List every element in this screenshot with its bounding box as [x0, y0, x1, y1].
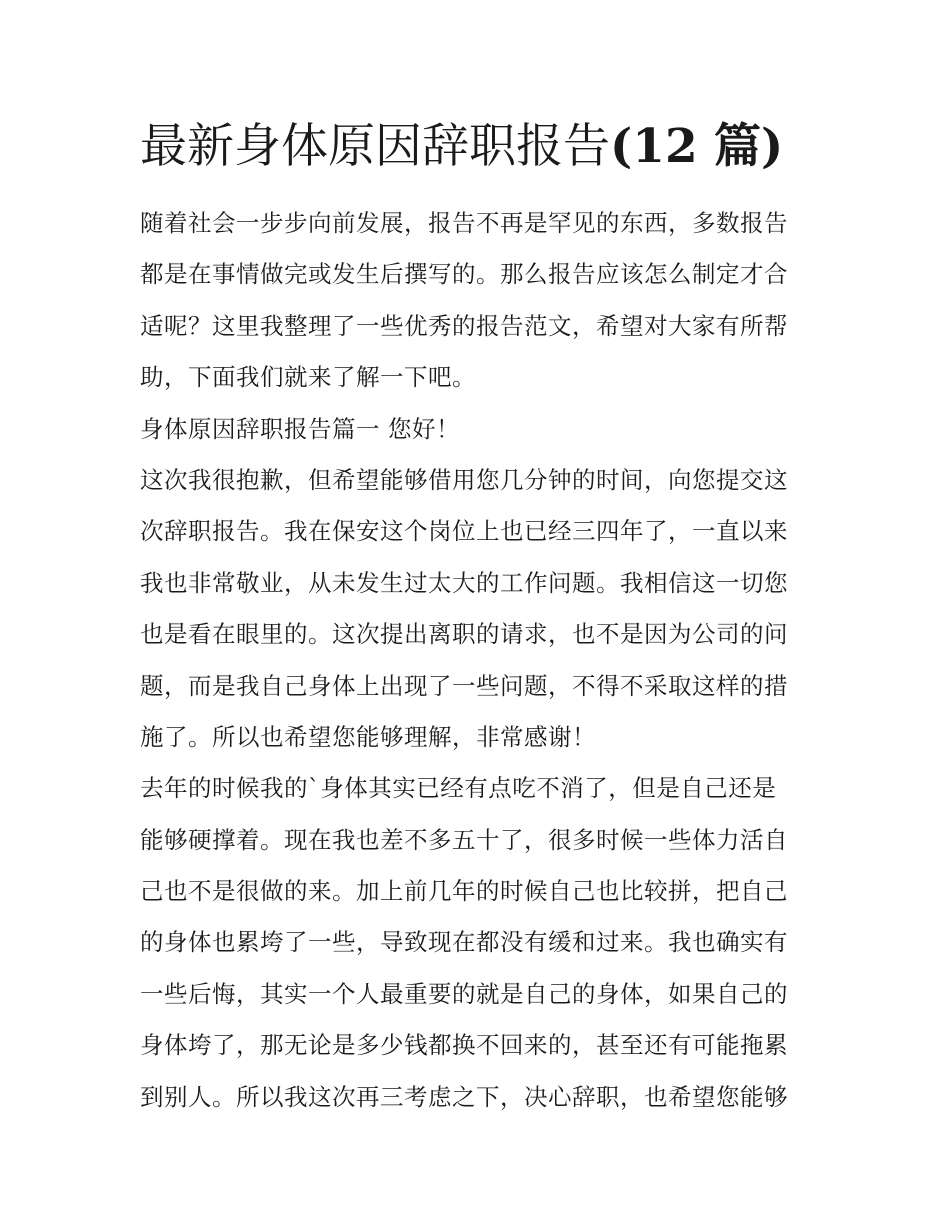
title-main: 最新身体原因辞职报告 — [140, 119, 610, 174]
text-line: 施了。所以也希望您能够理解，非常感谢！ — [140, 722, 596, 751]
title-count: (12 篇) — [610, 119, 784, 174]
text-line: 己也不是很做的来。加上前几年的时候自己也比较拼，把自己 — [140, 877, 788, 906]
text-line: 的身体也累垮了一些，导致现在都没有缓和过来。我也确实有 — [140, 928, 788, 957]
text-line: 这次我很抱歉，但希望能够借用您几分钟的时间，向您提交这 — [140, 465, 788, 494]
text-line: 一些后悔，其实一个人最重要的就是自己的身体，如果自己的 — [140, 979, 788, 1008]
text-line: 我也非常敬业，从未发生过太大的工作问题。我相信这一切您 — [140, 568, 788, 597]
text-line: 身体垮了，那无论是多少钱都换不回来的，甚至还有可能拖累 — [140, 1031, 788, 1060]
text-line: 适呢？这里我整理了一些优秀的报告范文，希望对大家有所帮 — [140, 311, 788, 340]
text-line: 都是在事情做完或发生后撰写的。那么报告应该怎么制定才合 — [140, 260, 788, 289]
text-line: 随着社会一步步向前发展，报告不再是罕见的东西，多数报告 — [140, 209, 788, 237]
text-line: 到别人。所以我这次再三考虑之下，决心辞职，也希望您能够 — [140, 1082, 788, 1111]
text-line: 助，下面我们就来了解一下吧。 — [140, 363, 476, 392]
text-line: 次辞职报告。我在保安这个岗位上也已经三四年了，一直以来 — [140, 517, 788, 546]
document-body — [140, 198, 812, 1123]
text-line: 能够硬撑着。现在我也差不多五十了，很多时候一些体力活自 — [140, 825, 788, 854]
text-line: 也是看在眼里的。这次提出离职的请求，也不是因为公司的问 — [140, 620, 788, 649]
document-title — [140, 112, 840, 182]
section-heading: 身体原因辞职报告篇一 您好！ — [140, 414, 460, 443]
text-line: 去年的时候我的`身体其实已经有点吃不消了，但是自己还是 — [140, 774, 777, 803]
text-line: 题，而是我自己身体上出现了一些问题，不得不采取这样的措 — [140, 671, 788, 700]
